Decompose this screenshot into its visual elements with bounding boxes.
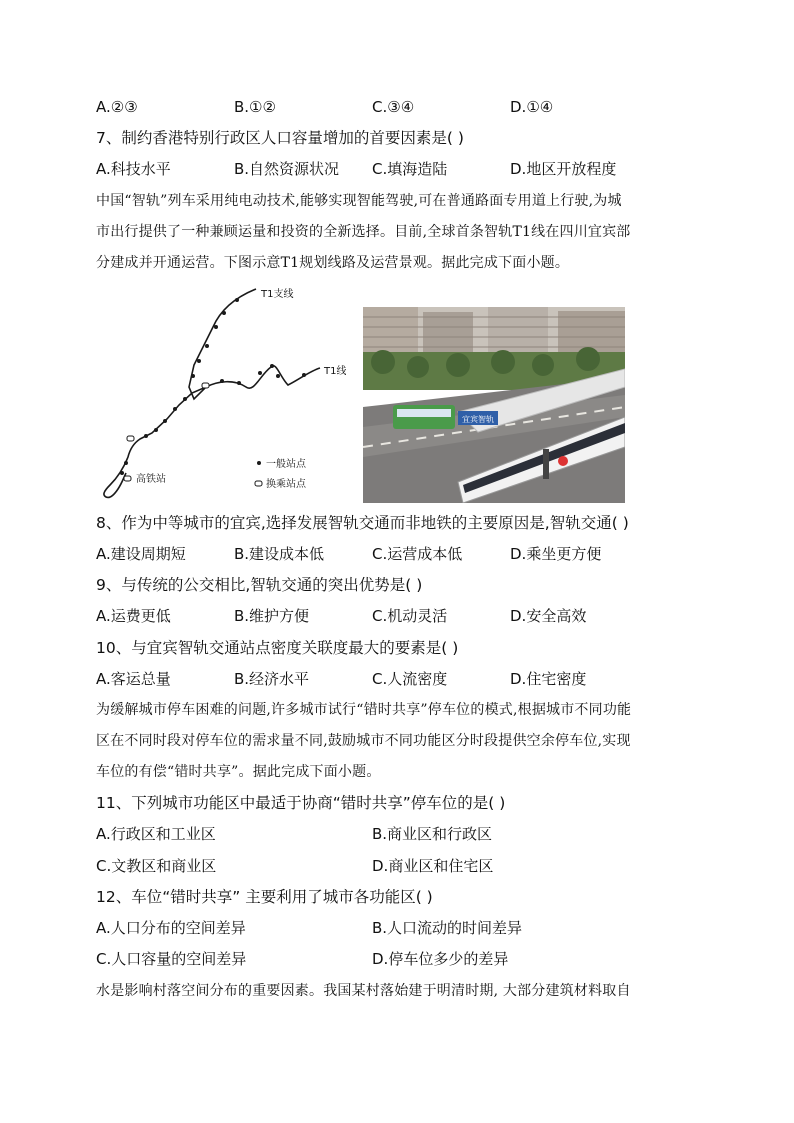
passage2-line3: 车位的有偿“错时共享”。据此完成下面小题。 xyxy=(96,764,381,780)
station-label: 高铁站 xyxy=(136,474,166,485)
passage2-line1: 为缓解城市停车困难的问题,许多城市试行“错时共享”停车位的模式,根据城市不同功能 xyxy=(96,702,632,718)
passage1-line2: 市出行提供了一种兼顾运量和投资的全新选择。目前,全球首条智轨T1线在四川宜宾部 xyxy=(96,224,631,240)
legend-transfer-label: 换乘站点 xyxy=(266,479,306,490)
q12-option-c[interactable]: C.人口容量的空间差异 xyxy=(96,950,247,968)
q9-option-b[interactable]: B.维护方便 xyxy=(234,607,310,625)
ordinary-stations xyxy=(120,298,306,475)
q8-option-a[interactable]: A.建设周期短 xyxy=(96,545,186,563)
q10-option-a[interactable]: A.客运总量 xyxy=(96,670,171,688)
line-label: T1线 xyxy=(324,366,346,377)
q10-stem: 10、与宜宾智轨交通站点密度关联度最大的要素是( ) xyxy=(96,639,459,657)
q6-option-d[interactable]: D.①④ xyxy=(510,98,554,116)
passage2-line2: 区在不同时段对停车位的需求量不同,鼓励城市不同功能区分时段提供空余停车位,实现 xyxy=(96,733,631,749)
q11-option-d[interactable]: D.商业区和住宅区 xyxy=(372,857,494,875)
q11-option-a[interactable]: A.行政区和工业区 xyxy=(96,825,216,843)
q6-option-c[interactable]: C.③④ xyxy=(372,98,415,116)
q11-option-b[interactable]: B.商业区和行政区 xyxy=(372,825,493,843)
q8-option-d[interactable]: D.乘坐更方便 xyxy=(510,545,602,563)
q8-option-b[interactable]: B.建设成本低 xyxy=(234,545,325,563)
q10-option-c[interactable]: C.人流密度 xyxy=(372,670,448,688)
q7-option-a[interactable]: A.科技水平 xyxy=(96,160,171,178)
q7-option-c[interactable]: C.填海造陆 xyxy=(372,160,448,178)
branch-label: T1支线 xyxy=(261,289,294,300)
q9-option-c[interactable]: C.机动灵活 xyxy=(372,607,448,625)
q9-option-d[interactable]: D.安全高效 xyxy=(510,607,587,625)
passage1-line3: 分建成并开通运营。下图示意T1规划线路及运营景观。据此完成下面小题。 xyxy=(96,255,570,271)
q7-option-d[interactable]: D.地区开放程度 xyxy=(510,160,617,178)
q10-option-b[interactable]: B.经济水平 xyxy=(234,670,310,688)
passage3-line1: 水是影响村落空间分布的重要因素。我国某村落始建于明清时期, 大部分建筑材料取自 xyxy=(96,983,631,999)
legend-normal-icon xyxy=(257,461,261,465)
q7-stem: 7、制约香港特别行政区人口容量增加的首要因素是( ) xyxy=(96,129,464,147)
q8-option-c[interactable]: C.运营成本低 xyxy=(372,545,463,563)
q12-stem: 12、车位“错时共享” 主要利用了城市各功能区( ) xyxy=(96,888,433,906)
q9-option-a[interactable]: A.运费更低 xyxy=(96,607,171,625)
q7-option-b[interactable]: B.自然资源状况 xyxy=(234,160,340,178)
q11-option-c[interactable]: C.文教区和商业区 xyxy=(96,857,217,875)
q12-option-b[interactable]: B.人口流动的时间差异 xyxy=(372,919,523,937)
legend-normal-label: 一般站点 xyxy=(266,459,306,470)
t1-operation-photo xyxy=(363,307,625,503)
q6-option-a[interactable]: A.②③ xyxy=(96,98,138,116)
q11-stem: 11、下列城市功能区中最适于协商“错时共享”停车位的是( ) xyxy=(96,794,506,812)
passage1-line1: 中国“智轨”列车采用纯电动技术,能够实现智能驾驶,可在普通路面专用道上行驶,为城 xyxy=(96,193,622,209)
t1-route-map xyxy=(96,283,346,505)
q6-option-b[interactable]: B.①② xyxy=(234,98,276,116)
q10-option-d[interactable]: D.住宅密度 xyxy=(510,670,587,688)
legend-transfer-icon xyxy=(255,481,262,486)
q9-stem: 9、与传统的公交相比,智轨交通的突出优势是( ) xyxy=(96,576,423,594)
q12-option-a[interactable]: A.人口分布的空间差异 xyxy=(96,919,246,937)
q12-option-d[interactable]: D.停车位多少的差异 xyxy=(372,950,509,968)
station-sign-text: 宜宾智轨 xyxy=(462,415,494,424)
q8-stem: 8、作为中等城市的宜宾,选择发展智轨交通而非地铁的主要原因是,智轨交通( ) xyxy=(96,514,629,532)
